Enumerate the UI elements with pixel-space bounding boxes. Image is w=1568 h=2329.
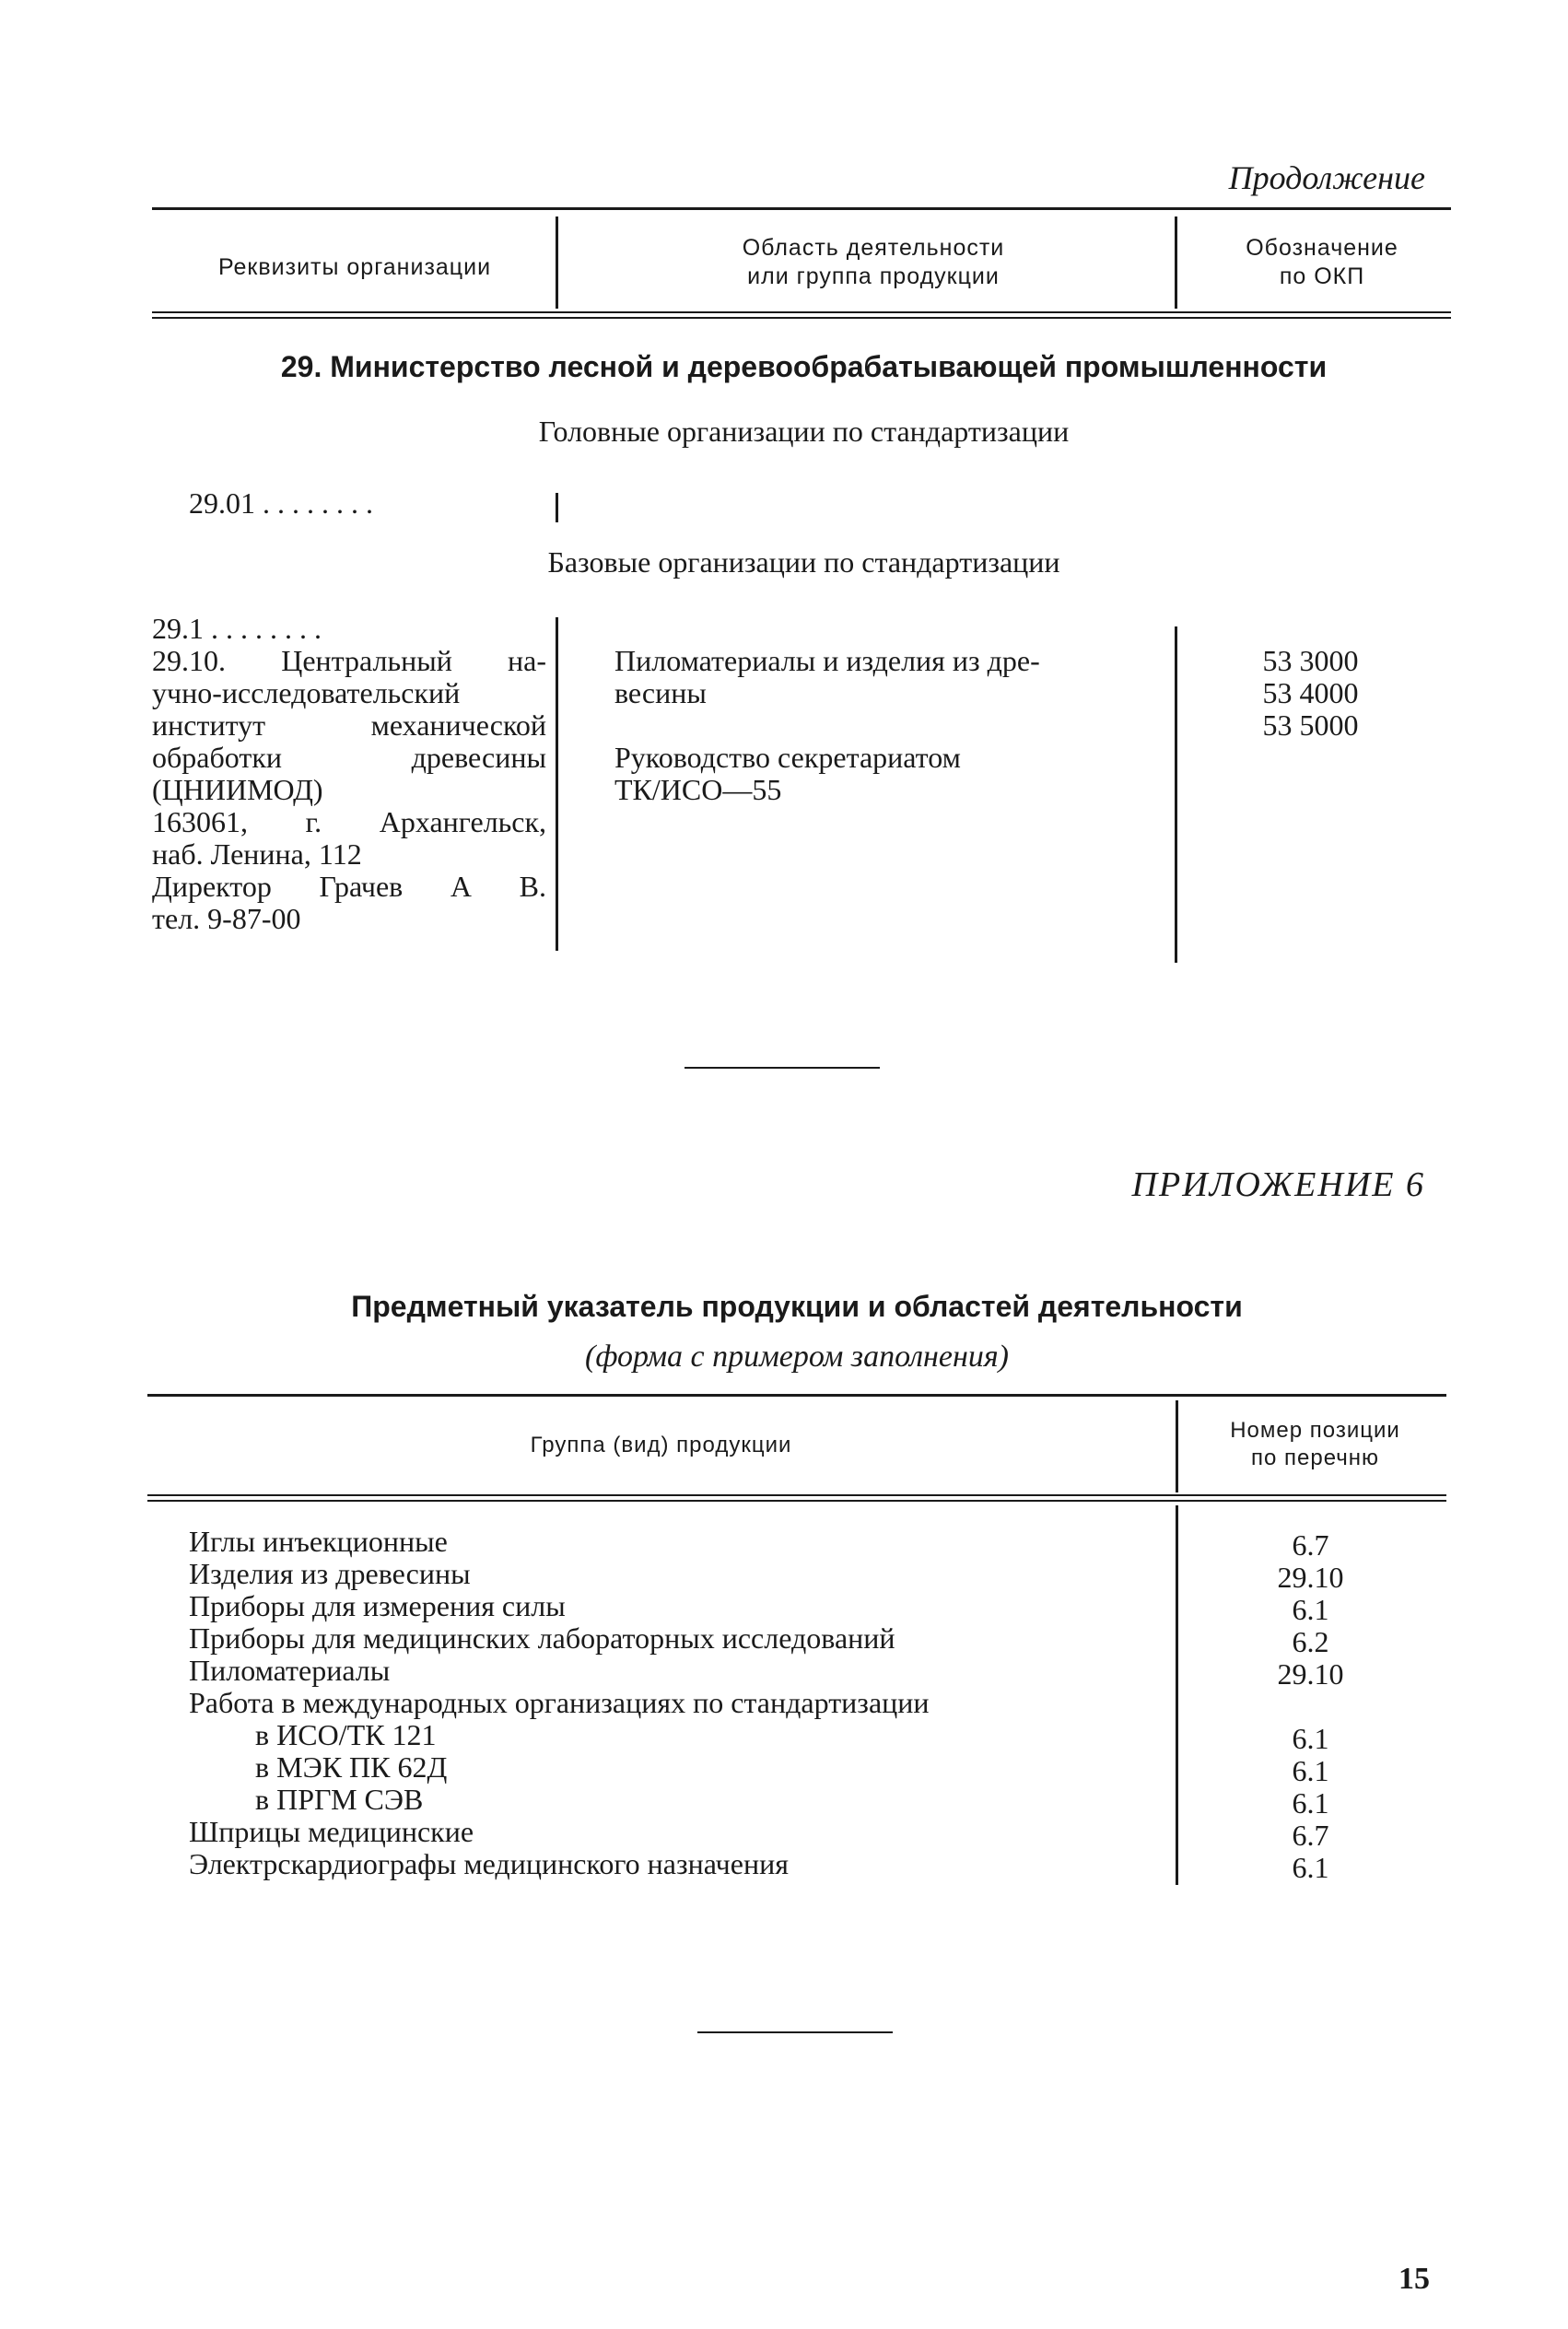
col-header-activity: Область деятельности или группа продукции <box>742 235 1005 289</box>
okp-code: 53 3000 <box>1262 644 1359 677</box>
organization-details <box>152 613 546 935</box>
okp-code: 53 5000 <box>1262 708 1359 742</box>
index-header-position: Номер позиции по перечню <box>1230 1418 1400 1470</box>
page-number: 15 <box>1398 2262 1430 2296</box>
org-line: 29.1 . . . . . . . . <box>152 612 322 645</box>
col-header-requisites: Реквизиты организации <box>217 254 492 280</box>
index-item: в ИСО/ТК 121 <box>255 1718 437 1751</box>
ministry-heading: 29. Министерство лесной и деревообрабатывающей промышленности <box>280 350 1328 383</box>
index-position: 6.1 <box>1292 1722 1329 1755</box>
org-line: институт механической <box>152 708 546 742</box>
index-header-group: Группа (вид) продукции <box>530 1433 792 1457</box>
index-position: 6.7 <box>1292 1528 1329 1562</box>
body-divider-1 <box>556 617 558 951</box>
index-position: 6.1 <box>1292 1851 1329 1884</box>
org-line: учно-исследовательский <box>152 676 461 709</box>
index-position: 6.1 <box>1292 1754 1329 1787</box>
index-position <box>1188 1691 1433 1723</box>
body-divider-2 <box>1175 626 1177 963</box>
org-line: Директор Грачев А В. <box>152 870 546 903</box>
top-table-divider-1 <box>556 217 558 309</box>
index-items <box>189 1526 1184 1880</box>
top-table-header-rule-2 <box>152 317 1451 319</box>
org-line: (ЦНИИМОД) <box>152 773 323 806</box>
index-position: 29.10 <box>1277 1657 1344 1691</box>
index-item: Электрскардиографы медицинского назначения <box>189 1847 789 1880</box>
activity-line: Руководство секретариатом <box>614 741 961 774</box>
index-title: Предметный указатель продукции и областей деятельности <box>351 1290 1243 1323</box>
head-orgs-title: Головные организации по стандартизации <box>538 415 1070 448</box>
base-orgs-title: Базовые организации по стандартизации <box>547 545 1060 579</box>
index-position: 6.2 <box>1292 1625 1329 1658</box>
activity-line: ТК/ИСО—55 <box>614 773 782 806</box>
top-table-header-rule-1 <box>152 311 1451 313</box>
activity-spacer <box>614 709 1167 742</box>
index-item: в МЭК ПК 62Д <box>255 1750 448 1784</box>
index-position: 29.10 <box>1277 1561 1344 1594</box>
index-header-rule-1 <box>147 1494 1446 1496</box>
index-header-divider <box>1176 1400 1178 1492</box>
index-item: Работа в международных организациях по стандартизации <box>189 1686 930 1719</box>
section-separator <box>685 1067 880 1069</box>
index-positions <box>1188 1529 1433 1884</box>
bottom-separator <box>697 2031 893 2033</box>
top-table-top-rule <box>152 207 1451 210</box>
index-subtitle: (форма с примером заполнения) <box>585 1340 1009 1374</box>
index-position: 6.1 <box>1292 1593 1329 1626</box>
index-position: 6.1 <box>1292 1786 1329 1820</box>
index-position: 6.7 <box>1292 1819 1329 1852</box>
col-header-okp: Обозначение по ОКП <box>1246 235 1398 289</box>
activity-line: Пиломатериалы и изделия из дре- <box>614 644 1040 677</box>
index-table-top-rule <box>147 1394 1446 1397</box>
org-line: наб. Ленина, 112 <box>152 837 362 871</box>
org-line: 163061, г. Архангельск, <box>152 805 546 838</box>
continuation-label: Продолжение <box>1228 159 1425 196</box>
index-item: в ПРГМ СЭВ <box>255 1783 424 1816</box>
index-item: Иглы инъекционные <box>189 1525 448 1558</box>
activity-description <box>614 645 1167 806</box>
index-item: Шприцы медицинские <box>189 1815 474 1848</box>
appendix-label: ПРИЛОЖЕНИЕ 6 <box>1131 1165 1425 1204</box>
index-item: Приборы для измерения силы <box>189 1589 566 1622</box>
code-29-01-marker <box>556 493 558 522</box>
org-line: обработки древесины <box>152 741 546 774</box>
org-line: тел. 9-87-00 <box>152 902 301 935</box>
org-line: 29.10. Центральный на- <box>152 644 546 677</box>
okp-code: 53 4000 <box>1262 676 1359 709</box>
index-item: Приборы для медицинских лабораторных исследований <box>189 1621 895 1655</box>
activity-line: весины <box>614 676 707 709</box>
okp-codes <box>1188 645 1433 742</box>
index-item: Изделия из древесины <box>189 1557 471 1590</box>
code-29-01: 29.01 . . . . . . . . <box>189 486 373 520</box>
index-item: Пиломатериалы <box>189 1654 391 1687</box>
index-header-rule-2 <box>147 1500 1446 1502</box>
